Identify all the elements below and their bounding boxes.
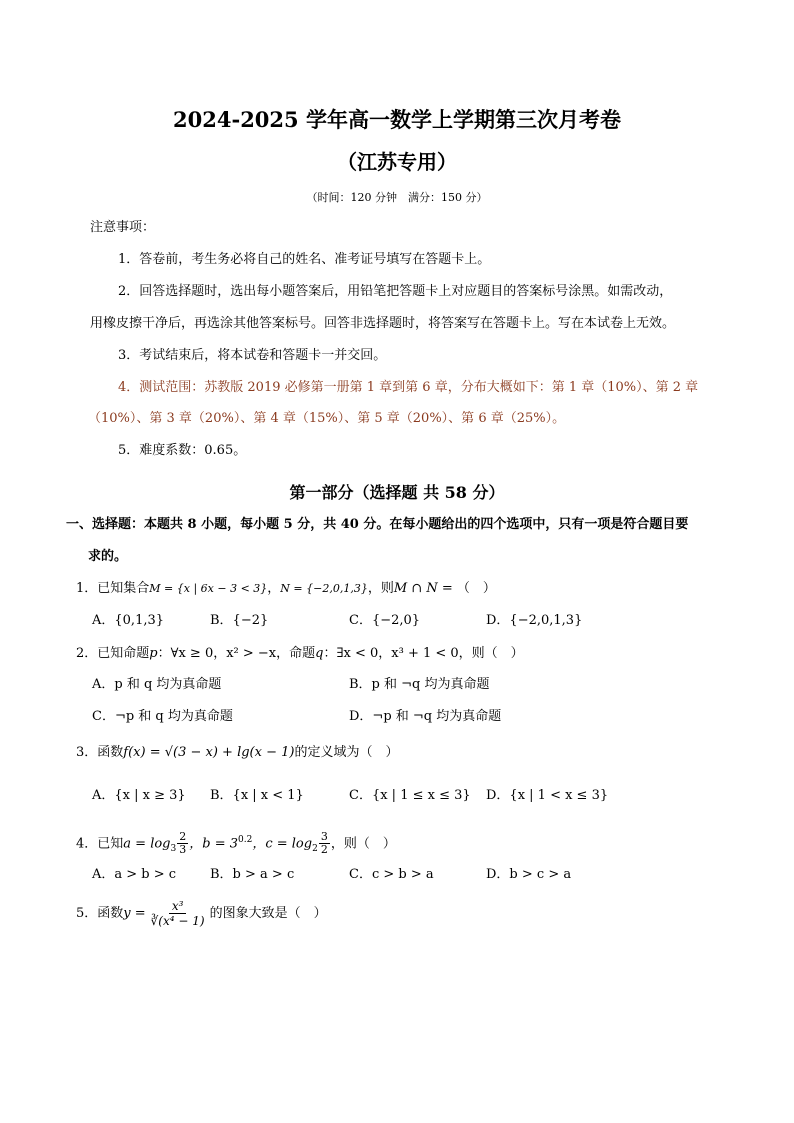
- q2-text-a: 2．已知命题: [76, 646, 150, 661]
- q1-option-b: B．{−2}: [210, 613, 269, 628]
- question-5-stem: [76, 898, 327, 930]
- q4-c-fraction: [319, 831, 330, 856]
- q4-text-b: ，则（ ）: [330, 836, 396, 852]
- q5-text-b: 的图象大致是（ ）: [209, 906, 327, 921]
- note-item-2-cont: 用橡皮擦干净后，再选涂其他答案标号。回答非选择题时，将答案写在答题卡上。写在本试卷上无效。: [90, 316, 676, 331]
- exam-subtitle: （江苏专用）: [337, 150, 457, 174]
- q4-a-denominator: 3: [179, 843, 187, 857]
- q2-p: p: [149, 646, 158, 661]
- note-item-5: 5．难度系数：0.65。: [118, 443, 247, 458]
- q3-text-b: 的定义域为（ ）: [294, 745, 399, 760]
- q4-c-denominator: 2: [320, 843, 328, 857]
- notes-heading: 注意事项：: [90, 220, 156, 235]
- q4-a-base: 3: [170, 843, 177, 854]
- q1-set-m: M = {x | 6x − 3 < 3}: [149, 582, 268, 595]
- note-item-4-cont: （10%）、第 3 章（20%）、第 4 章（15%）、第 5 章（20%）、第 6 章（25%）。: [88, 411, 566, 426]
- q1-option-c: C．{−2,0}: [349, 613, 421, 628]
- q1-expr: M ∩ N: [393, 581, 438, 596]
- q2-option-a: A．p 和 q 均为真命题: [92, 677, 222, 692]
- note-item-2: 2．回答选择题时，选出每小题答案后，用铅笔把答题卡上对应题目的答案标号涂黑。如需改动，: [118, 284, 673, 299]
- q5-fraction: [148, 899, 208, 928]
- question-3-stem: [76, 744, 398, 762]
- q4-b-expr: ，b = 3: [189, 836, 238, 852]
- q5-y: y =: [123, 906, 146, 921]
- q5-denominator: ∛(x⁴ − 1): [150, 914, 205, 928]
- q1-set-n: N = {−2,0,1,3}: [280, 582, 368, 595]
- exam-title: 2024-2025 学年高一数学上学期第三次月考卷: [173, 107, 621, 132]
- q4-c-base: 2: [312, 843, 318, 854]
- q4-option-a: A．a > b > c: [92, 867, 177, 882]
- q1-text-c: = （ ）: [437, 581, 496, 596]
- q4-option-d: D．b > c > a: [486, 867, 572, 882]
- q3-option-d: D．{x | 1 < x ≤ 3}: [486, 788, 609, 803]
- question-2-stem: [76, 645, 524, 663]
- q2-option-b: B．p 和 ¬q 均为真命题: [349, 677, 490, 692]
- q1-text-a: 1．已知集合: [76, 581, 150, 596]
- time-info: （时间：120 分钟 满分：150 分）: [306, 191, 488, 204]
- note-item-1: 1．答卷前，考生务必将自己的姓名、准考证号填写在答题卡上。: [118, 252, 491, 267]
- section-intro: 一、选择题：本题共 8 小题，每小题 5 分，共 40 分。在每小题给出的四个选项中，只有一项是符合题目要: [66, 517, 689, 532]
- part-title: 第一部分（选择题 共 58 分）: [289, 483, 505, 502]
- q4-c-log: ，c = log: [252, 836, 313, 852]
- q1-option-d: D．{−2,0,1,3}: [486, 613, 583, 628]
- q2-text-b: ：∀x ≥ 0，x² > −x，命题: [157, 646, 316, 661]
- q4-a-log: a = log: [123, 836, 171, 852]
- q5-numerator: x³: [169, 899, 187, 914]
- q5-text-a: 5．函数: [76, 906, 124, 921]
- note-item-4: 4．测试范围：苏教版 2019 必修第一册第 1 章到第 6 章，分布大概如下：第 1 章（10%）、第 2 章: [118, 380, 699, 395]
- q4-option-b: B．b > a > c: [210, 867, 295, 882]
- q1-text-b: ，则: [367, 581, 394, 596]
- q2-text-c: ：∃x < 0，x³ + 1 < 0，则（ ）: [323, 646, 524, 661]
- q4-c-numerator: 3: [320, 830, 328, 844]
- q4-text-a: 4．已知: [76, 836, 124, 852]
- q3-option-c: C．{x | 1 ≤ x ≤ 3}: [349, 788, 471, 803]
- q3-func: f(x) = √(3 − x) + lg(x − 1): [123, 745, 295, 760]
- q4-option-c: C．c > b > a: [349, 867, 434, 882]
- q4-a-numerator: 2: [179, 830, 187, 844]
- note-item-3: 3．考试结束后，将本试卷和答题卡一并交回。: [118, 348, 387, 363]
- question-4-stem: [76, 826, 396, 863]
- q1-sep: ，: [267, 581, 281, 596]
- q3-option-b: B．{x | x < 1}: [210, 788, 304, 803]
- q2-q: q: [315, 646, 324, 661]
- q1-option-a: A．{0,1,3}: [92, 613, 165, 628]
- q3-text-a: 3．函数: [76, 745, 124, 760]
- q2-option-c: C．¬p 和 q 均为真命题: [92, 709, 233, 724]
- q3-option-a: A．{x | x ≥ 3}: [92, 788, 186, 803]
- q4-a-fraction: [177, 831, 188, 856]
- q2-option-d: D．¬p 和 ¬q 均为真命题: [349, 709, 502, 724]
- question-1-stem: [76, 580, 496, 598]
- section-intro-cont: 求的。: [88, 549, 128, 564]
- q4-b-exponent: 0.2: [238, 835, 253, 845]
